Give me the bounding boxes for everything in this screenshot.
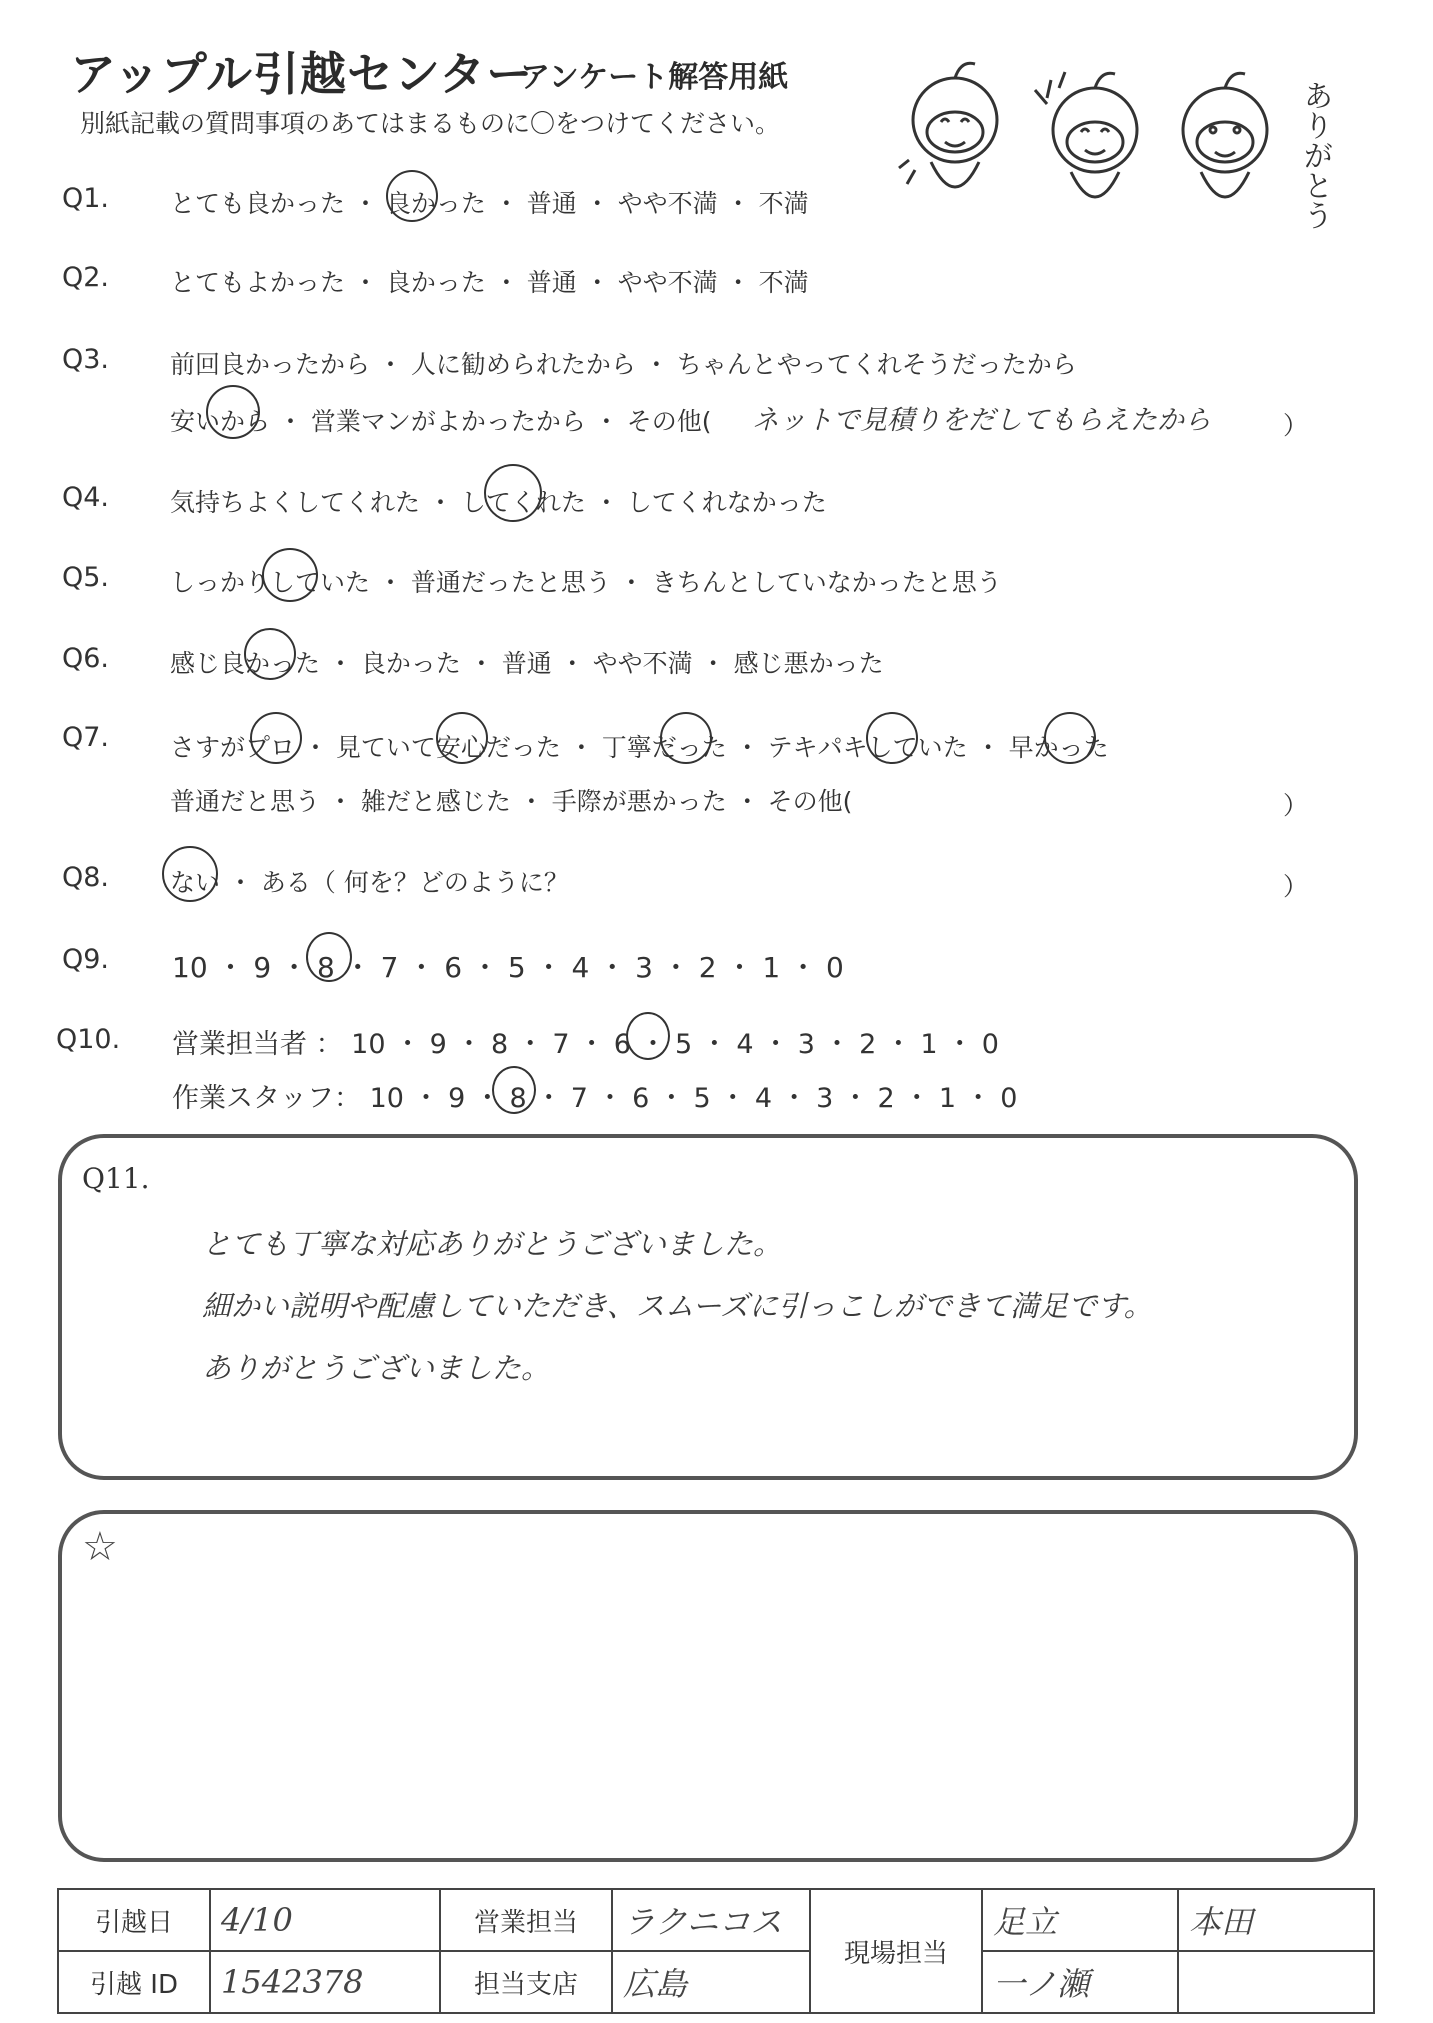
site-staff-1: 足立 [982, 1889, 1178, 1951]
q1-options: とても良かった ・ 良かった ・ 普通 ・ やや不満 ・ 不満 [170, 189, 809, 218]
q8-options: ない ・ ある（ 何を？どのように？ [170, 868, 569, 897]
q2-label: Q2. [62, 262, 110, 293]
move-id-value: 1542378 [210, 1951, 440, 2013]
q10-sales-scale: 営業担当者 ： 10 ・ 9 ・ 8 ・ 7 ・ 6 ・ 5 ・ 4 ・ 3 ・ 2 ・ 1 ・ 0 [172, 1029, 999, 1060]
q11-comment-line1: とても丁寧な対応ありがとうございました。 [202, 1227, 783, 1261]
q9-scale: 10 ・ 9 ・ 8 ・ 7 ・ 6 ・ 5 ・ 4 ・ 3 ・ 2 ・ 1 ・ 0 [172, 951, 844, 984]
q3-options-line1: 前回良かったから ・ 人に勧められたから ・ ちゃんとやってくれそうだったから [170, 350, 1077, 379]
sales-value: ラクニコス [612, 1889, 810, 1951]
form-title: アンケート解答用紙 [520, 60, 789, 95]
company-name: アップル引越センター [70, 47, 534, 101]
q11-comment-line2: 細かい説明や配慮していただき、スムーズに引っこしができて満足です。 [202, 1289, 1153, 1323]
site-staff-label: 現場担当 [810, 1889, 982, 2013]
q6-options: 感じ良かった ・ 良かった ・ 普通 ・ やや不満 ・ 感じ悪かった [170, 649, 884, 678]
q3-close-paren: ） [1283, 411, 1309, 440]
q11-label: Q11. [82, 1162, 150, 1195]
q10-staff-answer-circle [492, 1066, 536, 1114]
q6-label: Q6. [62, 643, 110, 674]
q8-answer-circle [162, 846, 218, 902]
site-staff-empty [1178, 1951, 1374, 2013]
q3-answer-circle [206, 385, 260, 439]
site-staff-2: 本田 [1178, 1889, 1374, 1951]
q7-circle-anshin [436, 712, 488, 764]
q1-answer-circle [386, 170, 438, 222]
q7-circle-pro [250, 712, 302, 764]
q7-close-paren: ） [1283, 791, 1309, 820]
q3-other-handwritten: ネットで見積りをだしてもらえたから [752, 405, 1211, 436]
move-date-value: 4/10 [210, 1889, 440, 1951]
q9-label: Q9. [62, 944, 110, 975]
q3-label: Q3. [62, 344, 110, 375]
q5-options: しっかりしていた ・ 普通だったと思う ・ きちんとしていなかったと思う [170, 568, 1002, 597]
star-notes-box [58, 1510, 1358, 1862]
footer-info-table [57, 1888, 1375, 2014]
q4-label: Q4. [62, 482, 110, 513]
move-date-label: 引越日 [58, 1889, 210, 1951]
q7-circle-teinei [660, 712, 712, 764]
move-id-label: 引越 ID [58, 1951, 210, 2013]
q8-label: Q8. [62, 862, 110, 893]
q4-options: 気持ちよくしてくれた ・ してくれた ・ してくれなかった [170, 488, 827, 517]
q6-answer-circle [244, 628, 296, 680]
q10-label: Q10. [56, 1024, 121, 1055]
q9-answer-circle [306, 932, 352, 982]
q4-answer-circle [484, 464, 542, 522]
branch-label: 担当支店 [440, 1951, 612, 2013]
mascot-illustration [895, 50, 1355, 234]
q2-options: とてもよかった ・ 良かった ・ 普通 ・ やや不満 ・ 不満 [170, 268, 809, 297]
star-icon: ☆ [82, 1524, 118, 1570]
q3-options-line2: 安いから ・ 営業マンがよかったから ・ その他( [170, 407, 712, 436]
q8-close-paren: ） [1283, 872, 1309, 901]
q7-circle-tekipaki [866, 712, 918, 764]
branch-value: 広島 [612, 1951, 810, 2013]
instruction-text: 別紙記載の質問事項のあてはまるものに〇をつけてください。 [80, 109, 781, 138]
q10-sales-answer-circle [626, 1012, 670, 1060]
q5-label: Q5. [62, 562, 110, 593]
q7-label: Q7. [62, 722, 110, 753]
sales-label: 営業担当 [440, 1889, 612, 1951]
thanks-text: ありがとう [1297, 80, 1333, 230]
q7-options-line2: 普通だと思う ・ 雑だと感じた ・ 手際が悪かった ・ その他( [170, 787, 853, 816]
q11-comment-line3: ありがとうございました。 [202, 1351, 551, 1385]
q5-answer-circle [262, 548, 318, 602]
q10-staff-scale: 作業スタッフ： 10 ・ 9 ・ 8 ・ 7 ・ 6 ・ 5 ・ 4 ・ 3 ・ 2 ・ 1 ・ 0 [172, 1083, 1018, 1114]
q1-label: Q1. [62, 183, 110, 214]
q7-circle-hayai [1044, 712, 1096, 764]
q7-options-line1: さすがプロ ・ 見ていて安心だった ・ 丁寧だった ・ テキパキしていた ・ 早かった [170, 733, 1109, 762]
site-staff-3: 一ノ瀬 [982, 1951, 1178, 2013]
